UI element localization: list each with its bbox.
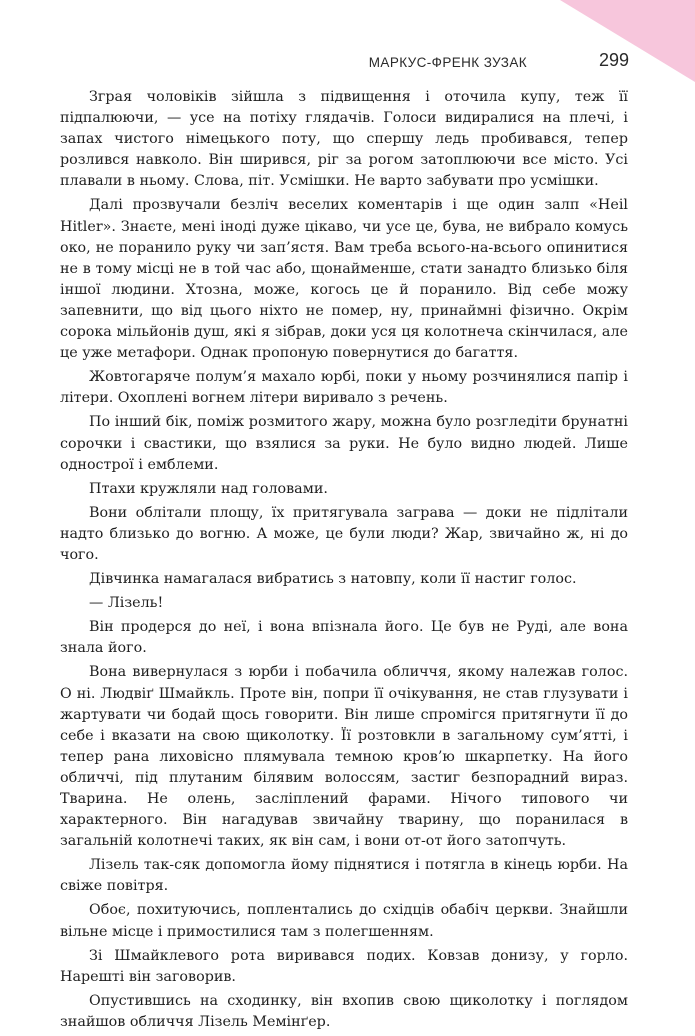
- paragraph: Дівчинка намагалася вибратись з натовпу, коли її настиг голос.: [89, 571, 577, 588]
- page-header: [0, 50, 695, 78]
- paragraph: Вони облітали площу, їх притягувала заграва — доки не підлітали надто близько до вогню. А може, це були люди? Жар, звичайно ж, ні до чого.: [60, 504, 628, 563]
- paragraph: Зграя чоловіків зійшла з підвищення і оточила купу, теж її підпалюючи, — усе на потіху глядачів. Голоси видиралися на плечі, і запах чистого німецького поту, що спершу ледь пробивався, тепер розлився навколо. Він ширився, ріг за рогом затоплюючи все місто. Усі плавали в ньому. Слова, піт. Усмішки. Не варто забувати про усмішки.: [60, 89, 628, 190]
- paragraph: Далі прозвучали безліч веселих коментарів і ще один залп «Heil Hitler». Знаєте, мені іноді дуже цікаво, чи усе це, бува, не вибрало комусь око, не поранило руку чи зап’ястя. Вам треба всього-на-всього опинитися не в тому місці не в той час або, щонайменше, стати занадто близько біля іншої людини. Хтозна, може, когось це й поранило. Від себе можу запевнити, що від цього ніхто не помер, ну, принаймні фізично. Окрім сорока мільйонів душ, які я зібрав, доки уся ця колотнеча скінчилася, але це уже метафори. Однак пропоную повернутися до багаття.: [60, 197, 628, 362]
- paragraph: Він продерся до неї, і вона впізнала його. Це був не Руді, але вона знала його.: [60, 619, 628, 657]
- paragraph: Опустившись на сходинку, він вхопив свою щиколотку і поглядом знайшов обличчя Лізель Мемінґер.: [60, 992, 628, 1030]
- paragraph: Обоє, похитуючись, поплентались до східців обабіч церкви. Знайшли вільне місце і примостилися там з полегшенням.: [60, 902, 628, 940]
- page-number: 299: [598, 50, 629, 70]
- paragraph: Жовтогаряче полум’я махало юрбі, поки у ньому розчинялися папір і літери. Охоплені вогнем літери виривало з речень.: [60, 369, 628, 407]
- paragraph: Птахи кружляли над головами.: [89, 480, 328, 497]
- paragraph: Вона вивернулася з юрби і побачила обличчя, якому належав голос. О ні. Людвіґ Шмайкль. Проте він, попри її очікування, не став глузувати і жартувати чи бодай щось говорити. Він лише спромігся притягнути її до себе і вказати на свою щиколотку. Її розтовкли в загальному сум’ятті, і тепер рана лиховісно плямувала темною кров’ю шкарпетку. На його обличчі, під плутаним білявим волоссям, застиг безпорадний вираз. Тварина. Не олень, засліплений фарами. Нічого типового чи характерного. Він нагадував звичайну тварину, що поранилася в загальній колотнечі таких, як він сам, і вони от-от його затопчуть.: [60, 664, 628, 850]
- paragraph: По інший бік, поміж розмитого жару, можна було розгледіти брунатні сорочки і свастики, що взялися за руки. Не було видно людей. Лише однострої і емблеми.: [60, 414, 628, 473]
- paragraph: Лізель так-сяк допомогла йому піднятися і потягла в кінець юрби. На свіже повітря.: [60, 857, 628, 895]
- paragraph: Зі Шмайклевого рота виривався подих. Ковзав донизу, у горло. Нарешті він заговорив.: [60, 947, 628, 985]
- running-head-author: МАРКУС-ФРЕНК ЗУЗАК: [368, 55, 527, 70]
- body-text: [60, 87, 628, 1036]
- paragraph: — Лізель!: [89, 595, 164, 612]
